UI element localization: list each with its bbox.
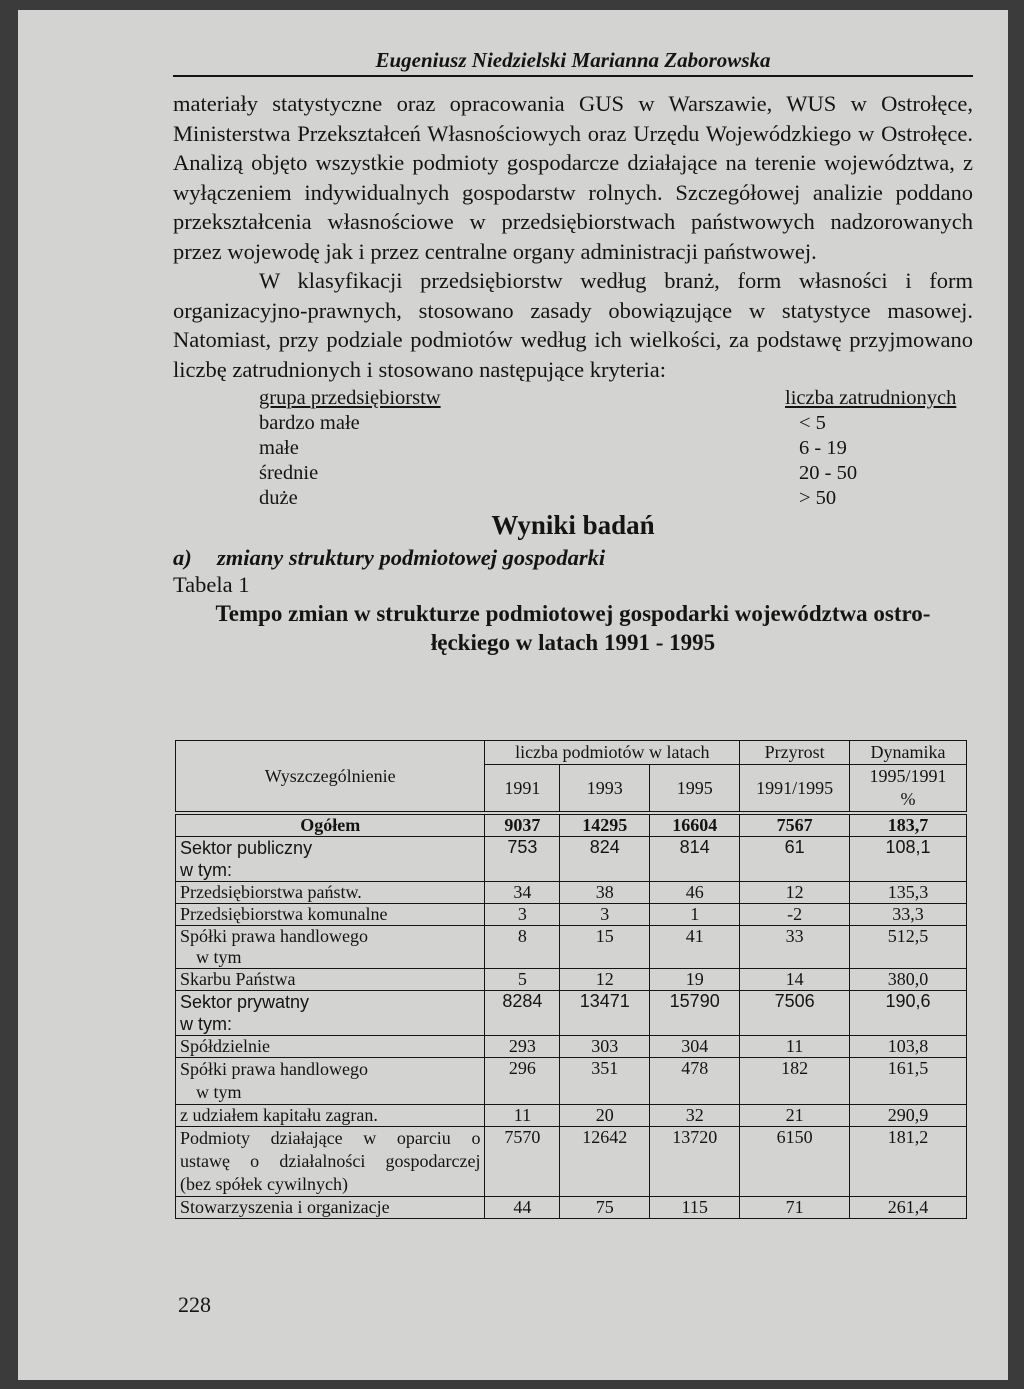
- cell-1993: 15: [560, 926, 650, 969]
- cell-dynamics: 380,0: [850, 969, 967, 991]
- cell-growth: 12: [740, 882, 850, 904]
- criteria-groups: [259, 386, 519, 511]
- table-row: [176, 1127, 967, 1197]
- table-row: [176, 926, 967, 969]
- table-label: Tabela 1: [173, 572, 250, 597]
- column-header-label: Wyszczególnienie: [176, 741, 485, 814]
- cell-growth: 182: [740, 1058, 850, 1105]
- cell-1993: 75: [560, 1197, 650, 1219]
- cell-growth: 7567: [740, 813, 850, 837]
- cell-growth: -2: [740, 904, 850, 926]
- row-label: [176, 1058, 485, 1105]
- column-header-dynamics: Dynamika: [850, 741, 967, 765]
- cell-1991: 293: [485, 1036, 560, 1058]
- cell-growth: 33: [740, 926, 850, 969]
- column-header-year: 1995: [650, 765, 740, 814]
- criteria-value-header: liczba zatrudnionych: [785, 387, 957, 409]
- row-label-sub: w tym: [196, 1082, 242, 1102]
- cell-1995: 15790: [650, 991, 740, 1036]
- cell-1995: 1: [650, 904, 740, 926]
- cell-dynamics: 512,5: [850, 926, 967, 969]
- column-header-year: 1993: [560, 765, 650, 814]
- cell-dynamics: 161,5: [850, 1058, 967, 1105]
- subsection-letter: a): [173, 545, 192, 570]
- dynamics-period: 1995/1991: [869, 766, 947, 786]
- row-label-main: Sektor prywatny: [180, 992, 310, 1012]
- cell-growth: 71: [740, 1197, 850, 1219]
- cell-1991: 34: [485, 882, 560, 904]
- cell-growth: 61: [740, 837, 850, 882]
- criteria-value: > 50: [799, 487, 837, 509]
- cell-1993: 824: [560, 837, 650, 882]
- cell-1995: 115: [650, 1197, 740, 1219]
- table-row: [176, 1197, 967, 1219]
- dynamics-unit: %: [900, 789, 916, 809]
- section-title: Wyniki badań: [491, 510, 655, 540]
- data-table: [175, 740, 967, 1219]
- row-label-line: Podmioty działające w oparciu o: [180, 1128, 481, 1148]
- cell-1993: 303: [560, 1036, 650, 1058]
- subsection-heading: [173, 545, 973, 571]
- cell-1991: 296: [485, 1058, 560, 1105]
- cell-1995: 13720: [650, 1127, 740, 1197]
- cell-dynamics: 290,9: [850, 1105, 967, 1127]
- cell-1995: 814: [650, 837, 740, 882]
- cell-1991: 11: [485, 1105, 560, 1127]
- row-label: Stowarzyszenia i organizacje: [176, 1197, 485, 1219]
- cell-1993: 38: [560, 882, 650, 904]
- table-title: [173, 599, 973, 657]
- table-title-line: łęckiego w latach 1991 - 1995: [430, 630, 716, 655]
- cell-dynamics: 135,3: [850, 882, 967, 904]
- row-label: Spółdzielnie: [176, 1036, 485, 1058]
- paragraph-classification: W klasyfikacji przedsiębiorstw według branż, form własności i form organizacyjno-prawnych, stosowano zasady obowiązujące w statystyce masowej. Natomiast, przy podziale podmiotów według ich wielkości, za podstawę przyjmowano liczbę zatrudnionych i stosowano następujące kryteria:: [173, 268, 973, 382]
- table-row: [176, 813, 967, 837]
- cell-1991: 7570: [485, 1127, 560, 1197]
- row-label-main: Spółki prawa handlowego: [180, 926, 368, 946]
- cell-1995: 46: [650, 882, 740, 904]
- cell-1991: 8284: [485, 991, 560, 1036]
- table-row: [176, 1058, 967, 1105]
- row-label: z udziałem kapitału zagran.: [176, 1105, 485, 1127]
- running-header: Eugeniusz Niedzielski Marianna Zaborowska: [173, 48, 973, 77]
- row-label: [176, 1127, 485, 1197]
- cell-growth: 21: [740, 1105, 850, 1127]
- cell-1991: 753: [485, 837, 560, 882]
- row-label-sub: w tym:: [180, 1014, 232, 1034]
- column-header-year: 1991: [485, 765, 560, 814]
- criteria-group: duże: [259, 487, 298, 509]
- row-label: Przedsiębiorstwa komunalne: [176, 904, 485, 926]
- cell-1991: 8: [485, 926, 560, 969]
- cell-1993: 20: [560, 1105, 650, 1127]
- cell-growth: 7506: [740, 991, 850, 1036]
- cell-1993: 351: [560, 1058, 650, 1105]
- table-row: [176, 882, 967, 904]
- cell-1995: 16604: [650, 813, 740, 837]
- paragraph-sources: materiały statystyczne oraz opracowania GUS w Warszawie, WUS w Ostrołęce, Ministerstwa Przekształceń Własnościowych oraz Urzędu Wojewódzkiego w Ostrołęce. Analizą objęto wszystkie podmioty gospodarcze działające na terenie województwa, z wyłączeniem indywidualnych gospodarstw rolnych. Szczegółowej analizie poddano przekształcenia własnościowe w przedsiębiorstwach państwowych nadzorowanych przez wojewodę jak i przez centralne organy administracji państwowej.: [173, 91, 973, 264]
- row-label-line: (bez spółek cywilnych): [180, 1174, 348, 1194]
- cell-1991: 5: [485, 969, 560, 991]
- table-title-line: Tempo zmian w strukturze podmiotowej gospodarki województwa ostro-: [215, 601, 931, 626]
- row-label: Ogółem: [176, 813, 485, 837]
- cell-growth: 6150: [740, 1127, 850, 1197]
- criteria-group: małe: [259, 437, 299, 459]
- cell-dynamics: 103,8: [850, 1036, 967, 1058]
- page-number: 228: [178, 1292, 211, 1317]
- cell-1995: 304: [650, 1036, 740, 1058]
- cell-dynamics: 190,6: [850, 991, 967, 1036]
- row-label-main: Sektor publiczny: [180, 838, 313, 858]
- column-header-growth: Przyrost: [740, 741, 850, 765]
- table-row: [176, 991, 967, 1036]
- criteria-group: bardzo małe: [259, 412, 360, 434]
- row-label: Skarbu Państwa: [176, 969, 485, 991]
- row-label: [176, 926, 485, 969]
- cell-1995: 478: [650, 1058, 740, 1105]
- cell-dynamics: 183,7: [850, 813, 967, 837]
- cell-growth: 14: [740, 969, 850, 991]
- criteria-value: < 5: [799, 412, 826, 434]
- subsection-text: zmiany struktury podmiotowej gospodarki: [217, 545, 606, 570]
- cell-1993: 14295: [560, 813, 650, 837]
- row-label: [176, 837, 485, 882]
- table-row: [176, 969, 967, 991]
- row-label: Przedsiębiorstwa państw.: [176, 882, 485, 904]
- column-group-header: liczba podmiotów w latach: [485, 741, 740, 765]
- cell-1993: 12642: [560, 1127, 650, 1197]
- criteria-values: [785, 386, 965, 511]
- row-label-sub: w tym: [196, 947, 242, 967]
- cell-dynamics: 33,3: [850, 904, 967, 926]
- criteria-group: średnie: [259, 462, 319, 484]
- cell-1995: 32: [650, 1105, 740, 1127]
- cell-1993: 13471: [560, 991, 650, 1036]
- row-label-sub: w tym:: [180, 860, 232, 880]
- cell-dynamics: 108,1: [850, 837, 967, 882]
- column-header-dynamics-period: [850, 765, 967, 814]
- table-row: [176, 1036, 967, 1058]
- cell-1991: 3: [485, 904, 560, 926]
- page-content: [173, 48, 973, 1217]
- cell-1995: 19: [650, 969, 740, 991]
- cell-1995: 41: [650, 926, 740, 969]
- row-label-line: ustawę o działalności gospodarczej: [180, 1151, 481, 1171]
- row-label: [176, 991, 485, 1036]
- table-header-row: [176, 741, 967, 765]
- cell-dynamics: 181,2: [850, 1127, 967, 1197]
- size-criteria: [173, 386, 973, 509]
- column-header-growth-period: 1991/1995: [740, 765, 850, 814]
- row-label-main: Spółki prawa handlowego: [180, 1059, 368, 1079]
- table-row: [176, 904, 967, 926]
- cell-dynamics: 261,4: [850, 1197, 967, 1219]
- document-page: [18, 10, 1008, 1380]
- criteria-group-header: grupa przedsiębiorstw: [259, 387, 441, 409]
- table-row: [176, 1105, 967, 1127]
- cell-1991: 44: [485, 1197, 560, 1219]
- cell-growth: 11: [740, 1036, 850, 1058]
- criteria-value: 20 - 50: [799, 462, 858, 484]
- table-row: [176, 837, 967, 882]
- cell-1993: 12: [560, 969, 650, 991]
- criteria-value: 6 - 19: [799, 437, 847, 459]
- cell-1991: 9037: [485, 813, 560, 837]
- cell-1993: 3: [560, 904, 650, 926]
